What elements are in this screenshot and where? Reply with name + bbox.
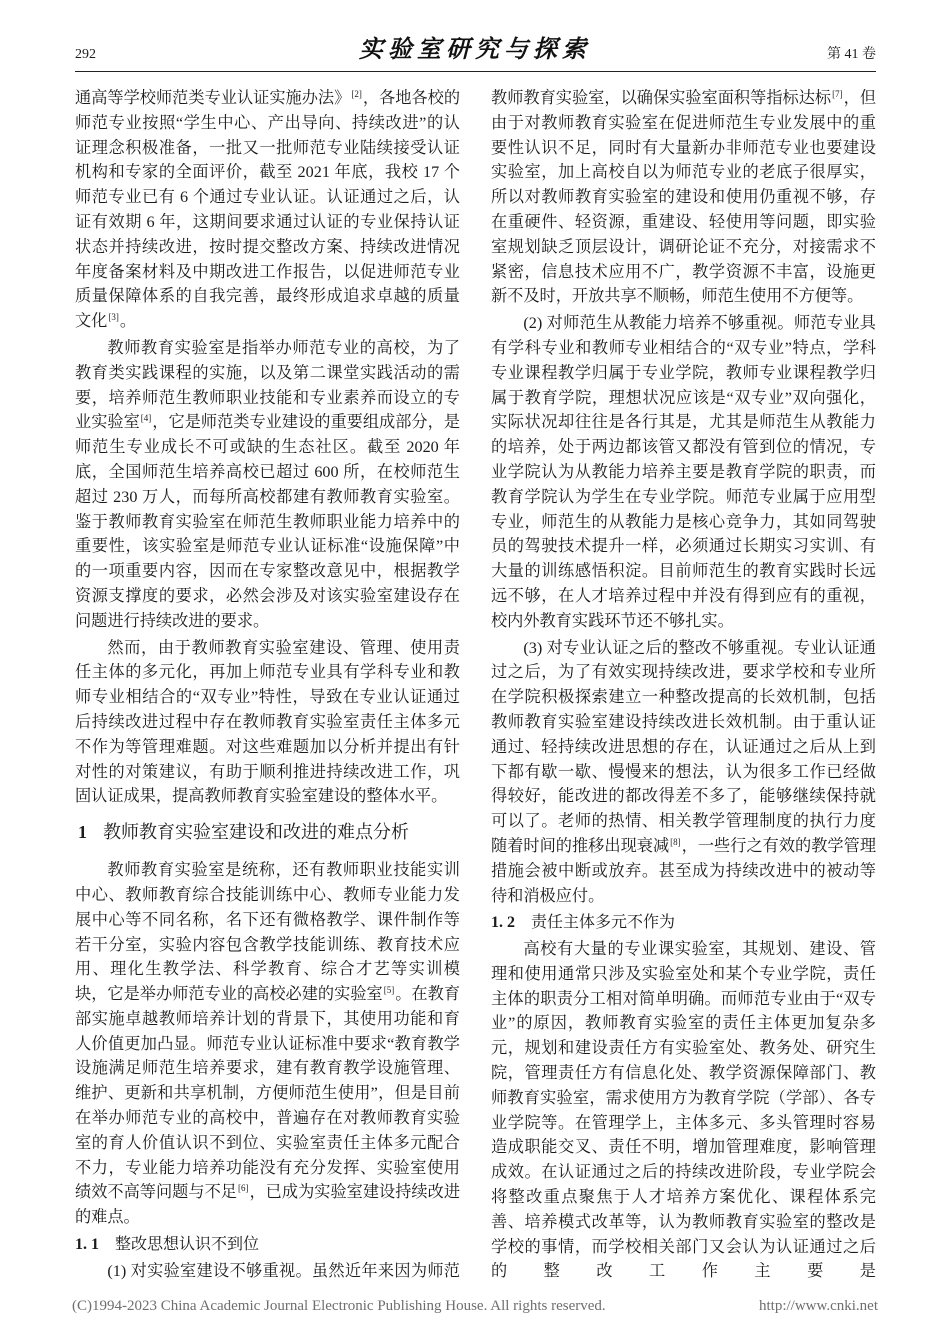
text-run: ，已成为实验室建设持续改进的难点。: [75, 1183, 460, 1227]
body-paragraph: [75, 86, 460, 334]
volume-label: 第 41 卷: [827, 47, 876, 62]
text-run: 。: [119, 312, 137, 331]
text-run: ，一些行之有效的教学管理措施会被中断或放弃。甚至成为持续改进中的被动等待和消极应付。: [491, 836, 876, 905]
body-paragraph: [75, 1259, 460, 1282]
page-number: 292: [75, 47, 96, 62]
section-title: 教师教育实验室建设和改进的难点分析: [103, 822, 409, 844]
citation-ref: [2]: [351, 89, 362, 99]
text-run: 高校有大量的专业课实验室，其规划、建设、管理和使用通常只涉及实验室处和某个专业学院，责任主体的职责分工相对简单明确。而师范专业由于“双专业”的原因，教师教育实验室的责任主体更加复杂多元，规划和建设责任方有实验室处、教务处、研究生院，管理责任方有信息化处、教学资源保障部门、教师教育实验室，需求使用方为教育学院（学部）、各专业学院等。在管理学上，主体多元、多头管理时容易造成职能交叉、责任不明，增加管理难度，影响管理成效。在认证通过之后的持续改进阶段，专业学院会将整改重点聚焦于人才培养方案优化、课程体系完善、培养模式改革等，认为教师教育实验室的整改是学校的事情，而学校相关部门又会认为认证通过之后的整改工作主要是: [491, 940, 876, 1281]
body-paragraph: [491, 86, 876, 309]
footer-copyright: (C)1994-2023 China Academic Journal Electronic Publishing House. All rights reserved.: [72, 1298, 606, 1314]
section-number: 1: [78, 822, 87, 843]
body-paragraph: [491, 937, 876, 1282]
subsection-heading: [75, 1232, 460, 1258]
body-paragraph: [75, 858, 460, 1230]
subsection-heading: [491, 910, 876, 936]
text-run: ，它是师范类专业建设的重要组成部分，是师范生专业成长不可或缺的生态社区。截至 2020 年底，全国师范生培养高校已超过 600 所，在校师范生超过 230 万人，而每所高校都建有教师教育实验室。鉴于教师教育实验室在师范生教师职业能力培养中的重要性，该实验室是师范专业认证标准“设施保障”中的一项重要内容，因而在专家整改意见中，根据教学资源支撑度的要求，必然会涉及对该实验室建设存在问题进行持续改进的要求。: [75, 413, 460, 630]
text-run: 。在教育部实施卓越教师培养计划的背景下，其使用功能和育人价值更加凸显。师范专业认证标准中要求“教育教学设施满足师范生培养要求，建有教育教学设施管理、维护、更新和共享机制，方便师范生使用”，但是目前在举办师范专业的高校中，普遍存在对教师教育实验室的育人价值认识不到位、实验室责任主体多元配合不力，专业能力培养功能没有充分发挥、实验室使用绩效不高等问题与不足: [75, 985, 460, 1202]
citation-ref: [5]: [383, 985, 395, 996]
left-column: [75, 86, 460, 1282]
body-paragraph: [491, 636, 876, 909]
text-run: (3) 对专业认证之后的整改不够重视。专业认证通过之后，为了有效实现持续改进，要求学校和专业所在学院积极探索建立一种整改提高的长效机制，包括教师教育实验室建设持续改进长效机制。由于重认证通过、轻持续改进思想的存在，认证通过之后从上到下都有歇一歇、慢慢来的想法，认为很多工作已经做得较好，能改进的都改得差不多了，能够继续保持就可以了。老师的热情、相关教学管理制度的执行力度随着时间的推移出现衰减: [491, 638, 876, 855]
subsection-title: 责任主体多元不作为: [531, 912, 676, 932]
journal-title: 实验室研究与探索: [359, 34, 591, 63]
text-run: 教师教育实验室是统称，还有教师职业技能实训中心、教师教育综合技能训练中心、教师专业能力发展中心等不同名称，名下还有微格教学、课件制作等若干分室，实验内容包含教学技能训练、教育技术应用、理化生教学法、科学教育、综合才艺等实训模块，它是举办师范专业的高校必建的实验室: [75, 861, 460, 1004]
text-run: ，各地各校的师范专业按照“学生中心、产出导向、持续改进”的认证理念积极准备，一批又一批师范专业陆续接受认证机构和专家的全面评价，截至 2021 年底，我校 17 个师范专业已有 6 个通过专业认证。认证通过之后，认证有效期 6 年，这期间要求通过认证的专业保持认证状态并持续改进，按时提交整改方案、持续改进情况年度备案材料及中期改进工作报告，以促进师范专业质量保障体系的自我完善，最终形成追求卓越的质量文化: [75, 89, 460, 331]
citation-ref: [8]: [670, 836, 681, 847]
text-run: 然而，由于教师教育实验室建设、管理、使用责任主体的多元化，再加上师范专业具有学科专业和教师专业相结合的“双专业”特性，导致在专业认证通过后持续改进过程中存在教师教育实验室责任主体多元不作为等管理难题。对这些难题加以分析并提出有针对性的对策建议，有助于顺利推进持续改进工作，巩固认证成果，提高教师教育实验室建设的整体水平。: [75, 638, 460, 806]
body-paragraph: [491, 311, 876, 633]
body-paragraph: [75, 336, 460, 634]
subsection-number: 1. 1: [75, 1236, 99, 1254]
text-run: (2) 对师范生从教能力培养不够重视。师范专业具有学科专业和教师专业相结合的“双专业”特点，学科专业课程教学归属于专业学院，教师专业课程教学归属于教育学院，理想状况应该是“双专业”双向强化，实际状况却往往是各行其是，尤其是师范生从教能力的培养，处于两边都该管又都没有管到位的情况，专业学院认为从教能力培养主要是教育学院的职责，而教育学院认为学生在专业学院。师范专业属于应用型专业，师范生的从教能力是核心竞争力，其如同驾驶员的驾驶技术提升一样，必须通过长期实习实训、有大量的训练感悟积淀。目前师范生的教育实践时长远远不够，在人才培养过程中并没有得到应有的重视，校内外教育实践环节还不够扎实。: [491, 314, 876, 630]
section-heading: [75, 819, 460, 846]
subsection-number: 1. 2: [491, 914, 515, 932]
header-rule: [75, 71, 876, 72]
right-column: [491, 86, 876, 1282]
citation-ref: [7]: [832, 89, 843, 99]
text-run: ，但由于对教师教育实验室在促进师范生专业发展中的重要性认识不足，同时有大量新办非师范专业也要建设实验室，加上高校自以为师范专业的老底子很厚实，所以对教师教育实验室的建设和使用仍重视不够，存在重硬件、轻资源，重建设、轻使用等问题，即实验室规划缺乏顶层设计，调研论证不充分，对接需求不紧密，信息技术应用不广，教学资源不丰富，设施更新不及时，开放共享不顺畅，师范生使用不方便等。: [491, 89, 876, 306]
text-run: 教师教育实验室是指举办师范专业的高校，为了教育类实践课程的实施，以及第二课堂实践活动的需要，培养师范生教师职业技能和专业素养而设立的专业实验室: [75, 338, 460, 432]
text-run: 通高等学校师范类专业认证实施办法》: [75, 89, 351, 107]
text-run: 教师教育实验室，以确保实验室面积等指标达标: [491, 89, 832, 107]
citation-ref: [4]: [140, 413, 152, 424]
body-paragraph: [75, 636, 460, 810]
subsection-title: 整改思想认识不到位: [115, 1234, 260, 1254]
citation-ref: [6]: [237, 1183, 249, 1194]
footer-url: http://www.cnki.net: [758, 1298, 878, 1314]
citation-ref: [3]: [108, 312, 119, 323]
copyright-footer: [72, 1296, 878, 1318]
text-run: (1) 对实验室建设不够重视。虽然近年来因为师范: [107, 1261, 460, 1280]
